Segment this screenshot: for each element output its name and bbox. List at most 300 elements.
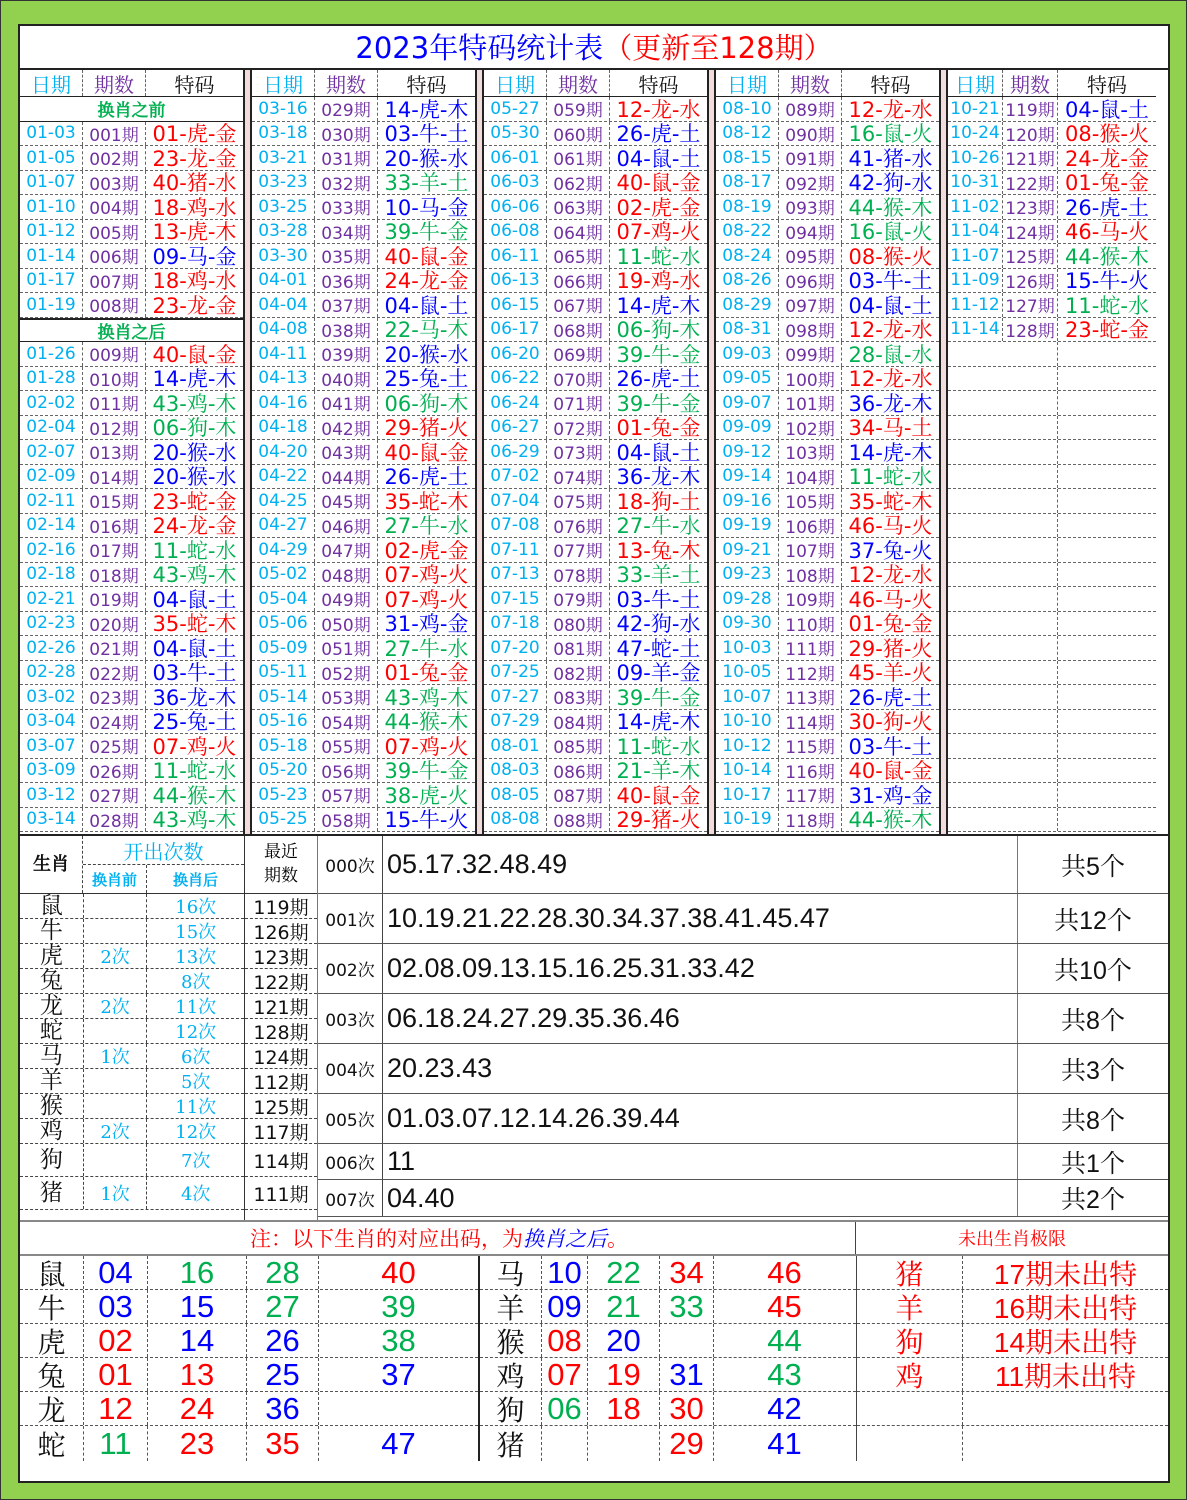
period-header: 期数 xyxy=(1003,70,1058,96)
result-row xyxy=(948,220,1156,245)
zodiac-number: 20 xyxy=(588,1324,660,1357)
draw-code: 39-牛-金 xyxy=(616,685,701,709)
draw-date: 02-21 xyxy=(20,587,83,611)
draw-date: 01-07 xyxy=(20,171,83,195)
recent-period: 123期 xyxy=(245,944,317,969)
draw-code: 06-狗-木 xyxy=(384,391,469,415)
draw-date: 03-12 xyxy=(20,783,83,807)
draw-date: 07-25 xyxy=(484,661,547,685)
draw-period: 085期 xyxy=(547,734,610,758)
result-row xyxy=(252,367,475,392)
result-row xyxy=(20,122,243,147)
zodiac-count-row xyxy=(20,1069,244,1094)
draw-period: 066期 xyxy=(547,269,610,293)
zodiac-count-header xyxy=(20,836,244,894)
zodiac-name: 猪 xyxy=(480,1426,542,1460)
draw-period: 062期 xyxy=(547,171,610,195)
empty-row xyxy=(948,612,1156,637)
draw-date: 07-18 xyxy=(484,612,547,636)
draw-period: 045期 xyxy=(315,489,378,513)
draw-date: 06-01 xyxy=(484,146,547,170)
result-row xyxy=(716,661,939,686)
draw-date: 10-19 xyxy=(716,808,779,832)
draw-code: 39-牛-金 xyxy=(616,342,701,366)
result-row xyxy=(252,342,475,367)
limit-zodiac: 鸡 xyxy=(857,1358,963,1391)
draw-code: 39-牛-金 xyxy=(616,391,701,415)
draw-code: 44-猴-木 xyxy=(848,195,933,219)
draw-code: 40-鼠-金 xyxy=(848,759,933,782)
times-numbers: 10.19.21.22.28.30.34.37.38.41.45.47 xyxy=(383,894,1018,943)
count-after: 4次 xyxy=(180,1184,211,1205)
draw-period: 100期 xyxy=(779,367,842,391)
result-row xyxy=(252,465,475,490)
draw-date: 04-20 xyxy=(252,440,315,464)
results-group-5 xyxy=(948,70,1156,834)
draw-date: 04-22 xyxy=(252,465,315,489)
draw-date: 04-25 xyxy=(252,489,315,513)
result-row xyxy=(716,440,939,465)
zodiac-number: 30 xyxy=(660,1392,714,1425)
draw-code: 11-蛇-水 xyxy=(152,759,237,782)
draw-date: 03-21 xyxy=(252,146,315,170)
draw-period: 052期 xyxy=(315,661,378,685)
draw-code: 20-猴-水 xyxy=(384,146,469,170)
draw-period: 069期 xyxy=(547,342,610,366)
result-row xyxy=(948,244,1156,269)
count-after: 5次 xyxy=(180,1072,211,1093)
draw-date: 02-16 xyxy=(20,538,83,562)
date-header: 日期 xyxy=(484,70,547,96)
times-label: 003次 xyxy=(318,994,383,1043)
zodiac-number: 39 xyxy=(381,1288,416,1324)
draw-period: 025期 xyxy=(83,734,146,758)
zodiac-name: 鸡 xyxy=(480,1358,542,1391)
draw-period: 051期 xyxy=(315,636,378,660)
zodiac-name: 牛 xyxy=(20,1290,84,1323)
draw-code: 07-鸡-火 xyxy=(384,587,469,611)
draw-date: 10-05 xyxy=(716,661,779,685)
draw-date: 03-30 xyxy=(252,244,315,268)
empty-row xyxy=(948,734,1156,759)
empty-row xyxy=(948,342,1156,367)
result-row xyxy=(252,661,475,686)
draw-date: 05-04 xyxy=(252,587,315,611)
recent-period: 111期 xyxy=(245,1177,317,1210)
draw-code: 45-羊-火 xyxy=(848,661,933,684)
draw-date: 07-27 xyxy=(484,685,547,709)
result-row xyxy=(252,146,475,171)
recent-period: 117期 xyxy=(245,1119,317,1144)
result-row xyxy=(252,759,475,784)
draw-code: 39-牛-金 xyxy=(384,220,469,243)
section-before-label: 换肖之前 xyxy=(20,97,243,122)
zodiac-numbers-row xyxy=(20,1290,478,1324)
draw-period: 110期 xyxy=(779,612,842,636)
draw-code: 11-蛇-水 xyxy=(152,538,237,562)
result-row xyxy=(948,293,1156,318)
result-row xyxy=(20,685,243,710)
result-row xyxy=(716,612,939,637)
zodiac-number: 22 xyxy=(588,1256,660,1289)
result-row xyxy=(252,514,475,539)
empty-row xyxy=(948,759,1156,784)
zodiac-number: 44 xyxy=(767,1322,802,1358)
result-row xyxy=(20,734,243,759)
empty-row xyxy=(948,808,1156,833)
draw-date: 10-31 xyxy=(948,171,1003,195)
zodiac-number: 28 xyxy=(247,1256,319,1289)
draw-period: 098期 xyxy=(779,318,842,342)
draw-period: 048期 xyxy=(315,563,378,587)
draw-code: 26-虎-土 xyxy=(1065,195,1149,219)
title-update: （更新至128期） xyxy=(603,31,833,65)
zodiac-number: 37 xyxy=(381,1356,416,1392)
result-row xyxy=(20,293,243,318)
limit-row xyxy=(857,1290,1168,1324)
count-before xyxy=(84,969,148,993)
count-after: 12次 xyxy=(175,1022,217,1043)
draw-code: 26-虎-土 xyxy=(616,122,701,145)
result-row xyxy=(484,122,707,147)
recent-period: 112期 xyxy=(245,1069,317,1094)
draw-code: 02-虎-金 xyxy=(616,195,701,219)
zodiac-numbers-row xyxy=(480,1426,856,1460)
times-count-row xyxy=(318,894,1168,944)
draw-date: 09-21 xyxy=(716,538,779,562)
draw-code: 37-兔-火 xyxy=(848,538,933,562)
draw-period: 124期 xyxy=(1003,220,1058,244)
draw-period: 013期 xyxy=(83,440,146,464)
limit-value: 16期未出特 xyxy=(993,1292,1138,1324)
zodiac-count-row xyxy=(20,969,244,994)
draw-code: 46-马-火 xyxy=(1065,220,1149,243)
recent-period: 119期 xyxy=(245,894,317,919)
result-row xyxy=(252,391,475,416)
result-row xyxy=(252,416,475,441)
zodiac-count-row xyxy=(20,1144,244,1177)
result-row xyxy=(20,489,243,514)
empty-row xyxy=(948,685,1156,710)
result-row xyxy=(20,171,243,196)
times-count-row xyxy=(318,836,1168,894)
zodiac-number: 02 xyxy=(84,1324,148,1357)
zodiac-number: 36 xyxy=(247,1392,319,1425)
draw-code: 20-猴-水 xyxy=(152,465,237,488)
draw-date: 03-16 xyxy=(252,97,315,121)
draw-code: 18-鸡-水 xyxy=(152,195,237,219)
draw-period: 105期 xyxy=(779,489,842,513)
times-label: 002次 xyxy=(318,944,383,993)
draw-period: 118期 xyxy=(779,808,842,832)
draw-code: 43-鸡-木 xyxy=(384,685,469,709)
period-header: 期数 xyxy=(779,70,842,96)
results-group-4 xyxy=(716,70,939,834)
result-row xyxy=(948,146,1156,171)
draw-date: 07-11 xyxy=(484,538,547,562)
draw-code: 10-马-金 xyxy=(384,195,469,219)
result-row xyxy=(20,269,243,294)
recent-period: 124期 xyxy=(245,1044,317,1069)
zodiac-number: 19 xyxy=(588,1358,660,1391)
draw-code: 29-猪-火 xyxy=(848,636,933,660)
draw-code: 01-兔-金 xyxy=(616,416,701,439)
result-row xyxy=(716,563,939,588)
draw-period: 078期 xyxy=(547,563,610,587)
draw-date: 09-05 xyxy=(716,367,779,391)
result-row xyxy=(716,808,939,833)
draw-code: 47-蛇-土 xyxy=(616,636,701,660)
result-row xyxy=(716,195,939,220)
result-row xyxy=(252,269,475,294)
draw-date: 07-02 xyxy=(484,465,547,489)
draw-period: 116期 xyxy=(779,759,842,783)
draw-code: 35-蛇-木 xyxy=(384,489,469,513)
draw-period: 060期 xyxy=(547,122,610,146)
zodiac-name: 狗 xyxy=(480,1392,542,1425)
draw-period: 119期 xyxy=(1003,97,1058,121)
draw-date: 02-18 xyxy=(20,563,83,587)
draw-code: 07-鸡-火 xyxy=(384,563,469,586)
draw-period: 079期 xyxy=(547,587,610,611)
zodiac-numbers-row xyxy=(480,1290,856,1324)
draw-date: 04-01 xyxy=(252,269,315,293)
draw-date: 02-02 xyxy=(20,391,83,415)
draw-code: 35-蛇-木 xyxy=(152,612,237,635)
result-row xyxy=(716,538,939,563)
times-count-row xyxy=(318,1180,1168,1217)
result-row xyxy=(716,636,939,661)
result-row xyxy=(20,514,243,539)
code-header: 特码 xyxy=(870,72,911,96)
zodiac-number: 27 xyxy=(247,1290,319,1323)
result-row xyxy=(716,293,939,318)
draw-code: 13-虎-木 xyxy=(152,220,237,243)
period-header: 期数 xyxy=(83,70,146,96)
zodiac-name: 猪 xyxy=(20,1177,84,1209)
draw-date: 09-12 xyxy=(716,440,779,464)
draw-date: 07-20 xyxy=(484,636,547,660)
draw-code: 21-羊-木 xyxy=(616,759,701,782)
limit-row xyxy=(857,1358,1168,1392)
zodiac-name: 马 xyxy=(20,1044,84,1068)
result-row xyxy=(484,244,707,269)
limit-row xyxy=(857,1256,1168,1290)
draw-code: 03-牛-土 xyxy=(616,587,701,611)
limit-value: 11期未出特 xyxy=(994,1360,1137,1392)
draw-code: 20-猴-水 xyxy=(384,342,469,366)
zodiac-number: 10 xyxy=(542,1256,588,1289)
draw-code: 27-牛-水 xyxy=(384,636,469,660)
zodiac-name: 龙 xyxy=(20,994,84,1018)
draw-date: 08-03 xyxy=(484,759,547,783)
draw-date: 06-29 xyxy=(484,440,547,464)
draw-code: 14-虎-木 xyxy=(616,293,701,317)
draw-code: 23-龙-金 xyxy=(152,293,237,317)
empty-row xyxy=(948,538,1156,563)
draw-code: 14-虎-木 xyxy=(384,97,469,121)
draw-code: 36-龙-木 xyxy=(848,391,933,415)
result-row xyxy=(484,587,707,612)
draw-code: 02-虎-金 xyxy=(384,538,469,562)
draw-period: 117期 xyxy=(779,783,842,807)
result-row xyxy=(252,97,475,122)
empty-row xyxy=(948,661,1156,686)
result-row xyxy=(484,734,707,759)
result-row xyxy=(716,244,939,269)
zodiac-number: 31 xyxy=(660,1358,714,1391)
result-row xyxy=(484,220,707,245)
draw-date: 05-14 xyxy=(252,685,315,709)
draw-period: 035期 xyxy=(315,244,378,268)
result-row xyxy=(716,220,939,245)
result-row xyxy=(484,440,707,465)
result-row xyxy=(716,416,939,441)
result-row xyxy=(252,489,475,514)
zodiac-number: 15 xyxy=(148,1290,247,1323)
draw-period: 016期 xyxy=(83,514,146,538)
draw-period: 108期 xyxy=(779,563,842,587)
zodiac-number: 13 xyxy=(148,1358,247,1391)
draw-date: 10-26 xyxy=(948,146,1003,170)
draw-period: 081期 xyxy=(547,636,610,660)
zodiac-numbers-row xyxy=(20,1324,478,1358)
zodiac-name: 龙 xyxy=(20,1392,84,1425)
draw-period: 073期 xyxy=(547,440,610,464)
result-row xyxy=(20,587,243,612)
limit-value: 14期未出特 xyxy=(993,1326,1138,1358)
result-row xyxy=(716,587,939,612)
result-row xyxy=(484,318,707,343)
result-row xyxy=(20,220,243,245)
zodiac-count-row xyxy=(20,919,244,944)
draw-results-grid xyxy=(20,70,1168,836)
draw-date: 03-18 xyxy=(252,122,315,146)
count-before xyxy=(84,1069,148,1093)
draw-period: 005期 xyxy=(83,220,146,244)
count-before: 1次 xyxy=(84,1044,148,1068)
draw-code: 06-狗-木 xyxy=(152,416,237,439)
result-row xyxy=(948,195,1156,220)
draw-period: 068期 xyxy=(547,318,610,342)
draw-period: 006期 xyxy=(83,244,146,268)
draw-date: 05-25 xyxy=(252,808,315,832)
count-before xyxy=(84,1144,148,1176)
times-total: 共8个 xyxy=(1061,1006,1125,1035)
draw-date: 01-05 xyxy=(20,146,83,170)
count-after: 6次 xyxy=(180,1047,211,1068)
result-row xyxy=(716,146,939,171)
after-header: 换肖后 xyxy=(172,870,218,889)
recent-header: 最近期数 xyxy=(245,836,317,894)
draw-code: 08-猴-火 xyxy=(848,244,933,268)
draw-code: 11-蛇-水 xyxy=(1065,293,1149,317)
zodiac-number: 35 xyxy=(247,1426,319,1460)
result-row xyxy=(252,612,475,637)
draw-date: 06-11 xyxy=(484,244,547,268)
draw-period: 065期 xyxy=(547,244,610,268)
draw-date: 10-12 xyxy=(716,734,779,758)
draw-code: 39-牛-金 xyxy=(384,759,469,782)
draw-period: 096期 xyxy=(779,269,842,293)
result-row xyxy=(252,808,475,833)
result-row xyxy=(20,808,243,833)
zodiac-number: 24 xyxy=(148,1392,247,1425)
times-total: 共5个 xyxy=(1061,852,1125,881)
zodiac-name: 鸡 xyxy=(20,1119,84,1143)
draw-date: 09-14 xyxy=(716,465,779,489)
draw-date: 04-27 xyxy=(252,514,315,538)
zodiac-number: 08 xyxy=(542,1324,588,1357)
result-row xyxy=(20,391,243,416)
empty-row xyxy=(948,636,1156,661)
zodiac-number: 43 xyxy=(767,1356,802,1392)
result-row xyxy=(252,318,475,343)
zodiac-count-row xyxy=(20,1044,244,1069)
draw-period: 031期 xyxy=(315,146,378,170)
draw-period: 092期 xyxy=(779,171,842,195)
draw-date: 01-12 xyxy=(20,220,83,244)
draw-period: 083期 xyxy=(547,685,610,709)
draw-date: 08-19 xyxy=(716,195,779,219)
draw-period: 047期 xyxy=(315,538,378,562)
result-row xyxy=(252,538,475,563)
draw-code: 22-马-木 xyxy=(384,318,469,341)
zodiac-name: 蛇 xyxy=(20,1426,84,1460)
draw-period: 088期 xyxy=(547,808,610,832)
draw-code: 15-牛-火 xyxy=(1065,269,1149,292)
zodiac-number: 47 xyxy=(381,1425,416,1461)
draw-period: 091期 xyxy=(779,146,842,170)
zodiac-number: 07 xyxy=(542,1358,588,1391)
recent-period: 126期 xyxy=(245,919,317,944)
count-after: 8次 xyxy=(180,972,211,993)
draw-date: 08-15 xyxy=(716,146,779,170)
draw-code: 33-羊-土 xyxy=(616,563,701,586)
zodiac-count-row xyxy=(20,1019,244,1044)
column-header xyxy=(252,70,475,97)
draw-code: 11-蛇-水 xyxy=(848,465,933,488)
draw-code: 23-龙-金 xyxy=(152,146,237,170)
result-row xyxy=(716,122,939,147)
draw-code: 12-龙-水 xyxy=(848,563,933,586)
zodiac-name: 狗 xyxy=(20,1144,84,1176)
draw-date: 02-23 xyxy=(20,612,83,636)
result-row xyxy=(252,122,475,147)
zodiac-numbers-row xyxy=(480,1256,856,1290)
period-header: 期数 xyxy=(547,70,610,96)
result-row xyxy=(252,563,475,588)
draw-period: 037期 xyxy=(315,293,378,317)
zodiac-number xyxy=(588,1426,660,1460)
draw-code: 41-猪-水 xyxy=(848,146,933,170)
draw-code: 43-鸡-木 xyxy=(152,563,237,586)
count-before: 2次 xyxy=(84,1119,148,1143)
draw-period: 014期 xyxy=(83,465,146,489)
zodiac-numbers-left xyxy=(20,1256,480,1461)
column-header xyxy=(484,70,707,97)
times-numbers: 01.03.07.12.14.26.39.44 xyxy=(383,1094,1018,1143)
draw-code: 24-龙-金 xyxy=(1065,146,1149,170)
draw-code: 04-鼠-土 xyxy=(848,293,933,317)
draw-period: 111期 xyxy=(779,636,842,660)
count-before: 2次 xyxy=(84,944,148,968)
draw-code: 26-虎-土 xyxy=(848,685,933,709)
draw-date: 04-13 xyxy=(252,367,315,391)
zodiac-number: 40 xyxy=(381,1254,416,1290)
draw-period: 115期 xyxy=(779,734,842,758)
result-row xyxy=(20,440,243,465)
